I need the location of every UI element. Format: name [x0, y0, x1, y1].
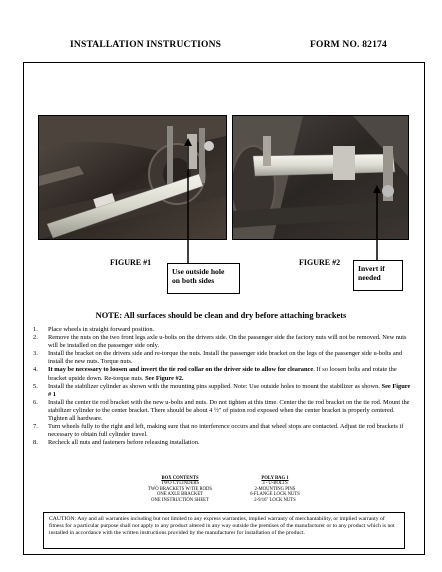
step-item: 2. Remove the nuts on the two front legs axle u-bolts on the drivers side. On the passenger side the factory nuts will not be removed. New nuts will be installed on the passenger side only. — [33, 334, 407, 350]
poly-bag-list — [240, 476, 310, 503]
step-item: 8. Recheck all nuts and fasteners before releasing installation. — [33, 439, 200, 447]
figure-2-callout-line-2: needed — [358, 273, 381, 282]
figure-2-callout-line-1: Invert if — [358, 264, 385, 273]
instruction-steps — [33, 326, 413, 447]
document-title: INSTALLATION INSTRUCTIONS — [70, 40, 222, 50]
step-item: 1. Place wheels in straight forward position. — [33, 326, 155, 333]
form-number: FORM NO. 82174 — [310, 40, 387, 50]
step-item: 3. Install the bracket on the drivers side and re-torque the nuts. Install the passenger side bracket on the legs of the passenger side u-bolts and install the new nuts. Torque nuts. — [33, 350, 403, 366]
poly-bag-heading: POLY BAG 1 — [261, 476, 289, 481]
box-contents-item: TWO BRACKETS W/TIE RODS — [147, 486, 213, 492]
step-item: 4. It may be necessary to loosen and invert the tie rod collar on the driver side to allow for clearance. If so loosen bolts and rotate the bracket upside down. Re-torque nuts. See Figure #2. — [33, 366, 397, 382]
step-item: 6. Install the center tie rod bracket with the new u-bolts and nuts. Do not tighten at this time. Center the tie rod bracket on the tie rod. Mount the stabilizer cylinder to the center bracket. There should be about 4 ½" of piston rod exposed when the center bracket is properly centered. Tighten all hardware. — [33, 398, 410, 423]
box-contents-list — [140, 476, 220, 503]
figure-1-callout-line-1: Use outside hole — [172, 267, 225, 276]
figure-1-caption: FIGURE #1 — [110, 258, 152, 267]
box-contents-heading: BOX CONTENTS — [161, 476, 199, 481]
box-contents-item: ONE AXLE BRACKET — [156, 492, 204, 498]
callout-1-arrowhead — [184, 138, 192, 146]
figure-2-caption: FIGURE #2 — [299, 258, 341, 267]
box-contents-item: ONE INSTRUCTION SHEET — [151, 497, 209, 503]
figure-1-callout-line-2: on both sides — [172, 276, 215, 285]
step-item: 5. Install the stabilizer cylinder as shown with the mounting pins supplied. Note: Use outside holes to mount the stabilizer as shown. See Figure # 1 — [33, 382, 411, 398]
caution-box: CAUTION: Any and all warranties including but not limited to any express warranties, implied warranty of merchantability, or implied warranty of fitness for a particular purpose shall not apply to any product altered in any way outside the premises of the manufacturer or to any product which is not installed in accordance with the written instructions provided by the manufacturer for installation of the product. — [43, 512, 405, 549]
callout-2-arrowhead — [373, 185, 381, 193]
figure-1-callout — [167, 263, 240, 294]
poly-bag-item: 2-MOUNTING PINS — [254, 486, 296, 492]
step-item: 7. Turn wheels fully to the right and left, making sure that no interference occurs and that wheel stops are contacted. Adjust tie rod brackets if necessary to obtain full cylinder travel. — [33, 423, 404, 439]
poly-bag-item: 3 - U-BOLTS — [262, 481, 288, 487]
poly-bag-item: 2-9/16" LOCK NUTS — [254, 497, 296, 503]
poly-bag-item: 6-FLANGE LOCK NUTS — [250, 492, 300, 498]
box-contents-item: TWO CYLINDERS — [160, 481, 200, 487]
surface-note: NOTE: All surfaces should be clean and dry before attaching brackets — [95, 311, 347, 320]
figure-2-callout — [353, 260, 403, 291]
